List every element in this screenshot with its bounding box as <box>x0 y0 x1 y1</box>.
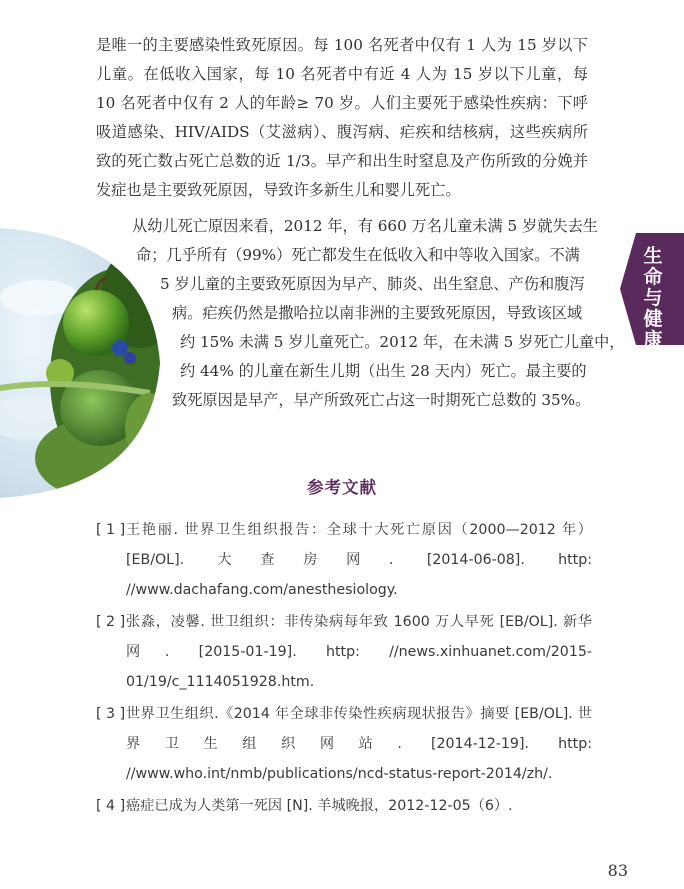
reference-item <box>96 607 592 697</box>
side-tab-char: 健 <box>643 308 663 330</box>
paragraph-line: 病。疟疾仍然是撒哈拉以南非洲的主要致死原因，导致该区域 <box>172 304 583 322</box>
reference-number: [ 2 ] <box>96 614 126 630</box>
reference-text: 世界卫生组织.《2014 年全球非传染性疾病现状报告》摘要 [EB/OL]. 世界卫生组织网站. [2014-12-19]. http: //www.who.int/nmb/publications/ncd-status-report-2014/zh/. <box>126 706 592 782</box>
reference-item <box>96 515 592 605</box>
reference-number: [ 1 ] <box>96 522 126 538</box>
side-tab-char: 康 <box>643 329 663 351</box>
body-paragraph-2 <box>96 212 625 415</box>
reference-number: [ 4 ] <box>96 798 126 814</box>
side-tab-char: 与 <box>643 287 663 309</box>
side-tab-char: 生 <box>643 245 663 267</box>
paragraph-line: 致死原因是早产，早产所致死亡占这一时期死亡总数的 35%。 <box>172 391 591 409</box>
reference-text: 王艳丽. 世界卫生组织报告：全球十大死亡原因（2000—2012 年）[EB/OL]. 大查房网. [2014-06-08]. http: //www.dachafang.com/anesthesiology. <box>126 522 592 598</box>
reference-item <box>96 791 592 821</box>
page-number: 83 <box>607 861 628 880</box>
paragraph-line: 约 15% 未满 5 岁儿童死亡。2012 年，在未满 5 岁死亡儿童中， <box>180 333 625 351</box>
reference-item <box>96 699 592 789</box>
paragraph-line: 命；几乎所有（99%）死亡都发生在低收入和中等收入国家。不满 <box>136 246 580 264</box>
references-title: 参考文献 <box>307 478 377 497</box>
body-paragraph-1: 是唯一的主要感染性致死原因。每 100 名死者中仅有 1 人为 15 岁以下儿童。在低收入国家，每 10 名死者中有近 4 人为 15 岁以下儿童，每 10 名死者中仅有 2 人的年龄≥ 70 岁。人们主要死于感染性疾病：下呼吸道感染、HIV/AIDS（艾滋病）、腹泻病、疟疾和结核病，这些疾病所致的死亡数占死亡总数的近 1/3。早产和出生时窒息及产伤所致的分娩并发症也是主要致死原因，导致许多新生儿和婴儿死亡。 <box>96 36 588 199</box>
paragraph-line: 5 岁儿童的主要致死原因为早产、肺炎、出生窒息、产伤和腹泻 <box>160 275 585 293</box>
paragraph-line: 从幼儿死亡原因来看，2012 年，有 660 万名儿童未满 5 岁就失去生 <box>132 217 598 235</box>
side-tab-char: 命 <box>643 266 663 288</box>
side-tab-label <box>641 246 665 351</box>
paragraph-line: 约 44% 的儿童在新生儿期（出生 28 天内）死亡。最主要的 <box>180 362 587 380</box>
reference-text: 癌症已成为人类第一死因 [N]. 羊城晚报，2012-12-05（6）. <box>126 798 513 814</box>
reference-text: 张淼，凌馨. 世卫组织：非传染病每年致 1600 万人早死 [EB/OL]. 新华网. [2015-01-19]. http: //news.xinhuanet.com/2015-01/19/c_1114051928.htm. <box>126 614 592 690</box>
reference-number: [ 3 ] <box>96 706 126 722</box>
references-list <box>96 515 592 823</box>
